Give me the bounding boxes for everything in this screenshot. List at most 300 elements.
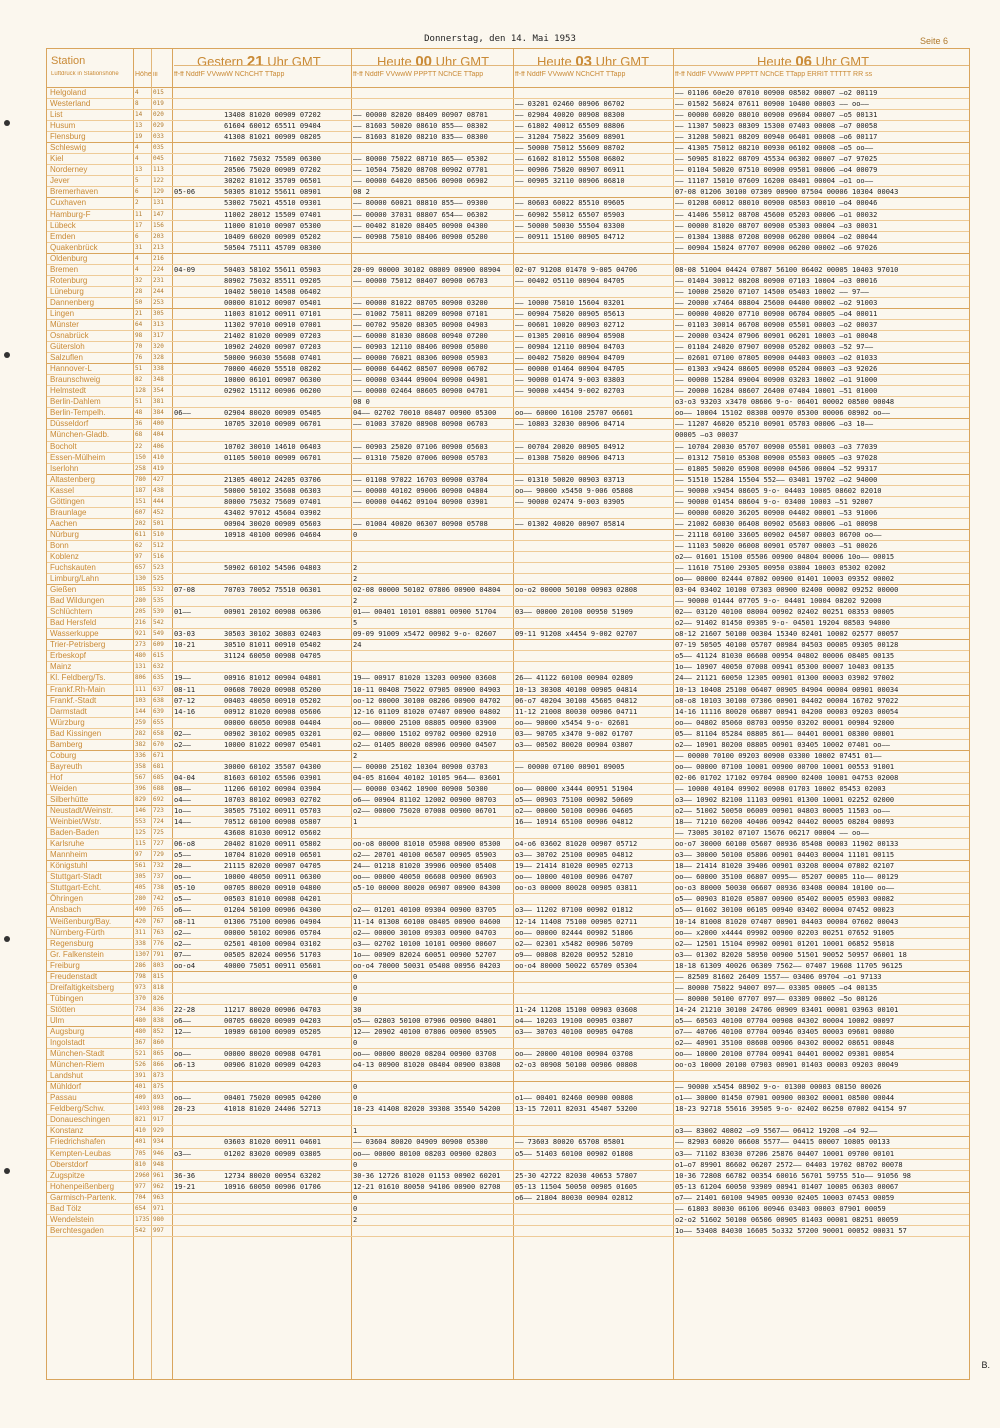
heute-03-groups: 16—— 10914 65100 00906 04812	[515, 818, 634, 827]
heute-00-groups: —— 00000 40102 09006 00900 04804	[353, 486, 488, 495]
station-index: 438	[153, 486, 164, 494]
heute-06-groups: oo—— 04802 05060 08703 00950 03202 00001 00904 92000	[675, 718, 895, 727]
gestern-21-groups: 41308 81021 00909 08205	[224, 133, 321, 142]
heute-06-groups: 03-04 03402 10100 07303 00900 02400 00002 09252 00000	[675, 586, 899, 595]
station-height: 480	[135, 1027, 146, 1035]
heute-06-groups: —— 90000 01444 07705 9-o- 04401 10004 08202 92000	[675, 597, 882, 606]
heute-00-groups: —— 01004 40020 06307 00900 05708	[353, 519, 488, 528]
station-index: 045	[153, 155, 164, 163]
table-row	[47, 486, 969, 497]
gestern-21-groups: 02904 80020 00909 05405	[224, 409, 321, 418]
table-row	[47, 994, 969, 1005]
station-name: Berchtesgaden	[50, 1225, 104, 1235]
station-header: Station	[51, 55, 86, 67]
station-height: 654	[135, 1204, 146, 1212]
heute-06-groups: —— 10000 25020 07107 14500 05403 10002 —— 97——	[675, 287, 869, 296]
heute-03-groups: oo—— 00000 02444 00902 51806	[515, 928, 634, 937]
heute-06-groups: —— 21002 60030 06408 00902 05603 00006 —o1 00098	[675, 519, 878, 528]
gestern-21-groups: 10902 24020 00907 07203	[224, 343, 321, 352]
gestern-21-groups: 31124 60050 00908 04705	[224, 652, 321, 661]
table-row	[47, 353, 969, 364]
heute-00-groups: —— 00000 82020 08409 00907 08701	[353, 111, 488, 120]
table-row	[47, 850, 969, 861]
heute-06-groups: —— 01104 50020 07510 00900 09501 00006 —o4 00079	[675, 166, 878, 175]
table-row	[47, 1016, 969, 1027]
heute-06-groups: o2—— 91402 01450 09305 9-o- 04501 19204 08503 94000	[675, 619, 890, 628]
station-name: Helgoland	[50, 88, 87, 97]
heute-06-groups: —— 80000 50100 07707 097—— 03309 00002 —5o 00126	[675, 994, 878, 1003]
station-name: Norderney	[50, 165, 88, 175]
station-name: Nürburg	[50, 529, 79, 539]
heute-00-groups: 10-11 00408 75022 07905 00900 04903	[353, 685, 501, 694]
station-name: Garmisch-Partenk.	[50, 1192, 117, 1202]
gestern-wind-gust: 10-21	[174, 641, 196, 650]
heute-06-groups: o2—— 01601 15100 05506 00900 04804 00006 10o—— 00015	[675, 552, 895, 561]
station-height: 19	[135, 133, 143, 141]
station-height: 4	[135, 265, 139, 273]
station-height: 567	[135, 773, 146, 781]
heute-06-groups: —— 90000 x5454 08902 9-o- 01300 00003 08150 00026	[675, 1083, 882, 1092]
heute-00-groups: oo-o4 70000 50031 05408 00956 04203	[353, 961, 501, 970]
heute-00-groups: o4-13 00900 81020 08404 00900 03808	[353, 1061, 501, 1070]
table-row	[47, 397, 969, 408]
table-row	[47, 883, 969, 894]
heute-06-groups: —— 01103 30014 06708 00900 05501 00003 —o2 00037	[675, 320, 878, 329]
table-row	[47, 464, 969, 475]
station-height: 28	[135, 287, 143, 295]
heute-03-groups: —— 31204 75022 35609 08901	[515, 133, 625, 142]
heute-00-groups: o5—— 02803 50100 07906 00900 04801	[353, 1016, 497, 1025]
station-index: 692	[153, 796, 164, 803]
heute-06-groups: —— 00000 60020 36205 00900 04402 00001 —53 91006	[675, 508, 878, 517]
station-name: Silberhütte	[50, 795, 89, 804]
group2-columns: ff-ff NddfF VVwwW PPPTT NChCE TTapp	[353, 71, 484, 78]
gestern-21-groups: 10704 81020 00910 06501	[224, 851, 321, 860]
gestern-21-groups: 00916 81012 00904 04801	[224, 674, 321, 683]
heute-03-groups: —— 00000 07100 00901 09005	[515, 762, 625, 771]
heute-03-groups: o3—— 11202 07100 00902 01812	[515, 906, 634, 915]
heute-00-groups: —— 00000 76021 08306 00900 05903	[353, 354, 488, 363]
gestern-wind-gust: 36-36	[174, 1171, 196, 1180]
station-index: 244	[153, 287, 164, 295]
gestern-21-groups: 70703 70052 75510 06301	[224, 586, 321, 595]
gestern-21-groups: 00906 81020 00909 04203	[224, 1061, 321, 1070]
station-height: 128	[135, 387, 146, 395]
heute-00-groups: 12-21 01610 80050 94106 00900 02708	[353, 1182, 501, 1191]
heute-00-groups: 04—— 02702 70010 08407 00900 05300	[353, 409, 497, 418]
heute-03-groups: —— 90000 02474 9-003 03905	[515, 497, 625, 506]
heute-06-groups: —— 80000 75022 94007 097—— 03305 00005 —o4 00135	[675, 983, 878, 992]
gestern-21-groups: 10918 40100 00906 04604	[224, 530, 321, 539]
station-index: 410	[153, 453, 164, 461]
station-name: Zugspitze	[50, 1170, 85, 1180]
gestern-wind-gust: 08——	[174, 784, 191, 793]
station-index: 122	[153, 177, 164, 185]
heute-00-groups: —— 00000 75012 08407 00900 06703	[353, 276, 488, 285]
station-name: Frankf.-Stadt	[50, 695, 97, 705]
heute-00-groups: 5	[353, 619, 358, 628]
heute-06-groups: 05-13 61204 60050 93909 00941 01407 10005 06303 00067	[675, 1182, 899, 1191]
station-height: 146	[135, 807, 146, 815]
station-height: 4	[135, 144, 139, 152]
heute-03-groups: 03—— 00000 20100 00950 51909	[515, 608, 634, 617]
table-row	[47, 894, 969, 905]
heute-00-groups: oo—— 00000 80100 08203 00900 02803	[353, 1149, 497, 1158]
table-row	[47, 552, 969, 563]
station-name: Frankf.Rh-Main	[50, 684, 106, 694]
heute-00-groups: 02-08 00000 50102 07806 00900 04804	[353, 586, 501, 595]
heute-06-groups: —— 82509 81602 26409 1557—— 03406 09704 —o1 97133	[675, 972, 882, 981]
table-row	[47, 375, 969, 386]
heute-03-groups: —— 60902 55012 65507 05903	[515, 210, 625, 219]
table-row	[47, 640, 969, 651]
station-name: Coburg	[50, 750, 77, 760]
station-height: 115	[135, 840, 146, 848]
station-height: 6	[135, 232, 139, 240]
station-name: Rotenburg	[50, 275, 88, 285]
station-index: 523	[153, 564, 164, 572]
gestern-wind-gust: oo——	[174, 1094, 191, 1103]
table-row	[47, 718, 969, 729]
heute-03-groups: —— 10000 75010 15604 03201	[515, 298, 625, 307]
station-height: 409	[135, 1094, 146, 1102]
gestern-21-groups: 70512 60100 00908 05807	[224, 818, 321, 827]
heute-03-groups: o9—— 00808 82020 00952 52810	[515, 950, 634, 959]
table-row	[47, 1171, 969, 1182]
station-height: 705	[135, 1149, 146, 1157]
station-index: 838	[153, 1016, 164, 1024]
heute-03-groups: —— 10803 32030 00906 04714	[515, 420, 625, 429]
heute-06-groups: o8-o8 10103 30100 07306 00901 04402 00004 16702 97022	[675, 696, 899, 705]
station-name: Hamburg-F	[50, 209, 91, 219]
station-height: 401	[135, 1083, 146, 1091]
station-height: 490	[135, 906, 146, 914]
gestern-21-groups: 11206 60102 00904 03904	[224, 784, 321, 793]
heute-00-groups: —— 80000 60021 08810 855—— 09300	[353, 199, 488, 208]
station-index: 865	[153, 1050, 164, 1058]
station-name: Lingen	[50, 308, 75, 318]
station-height: 921	[135, 630, 146, 638]
station-height: 973	[135, 983, 146, 991]
heute-06-groups: —— 11307 50023 08309 15300 07403 00008 —o7 00058	[675, 122, 878, 131]
station-index: 384	[153, 409, 164, 417]
heute-03-groups: o2—— 02301 x5482 00906 50709	[515, 939, 634, 948]
punch-hole	[4, 936, 10, 942]
table-row	[47, 795, 969, 806]
hoehe-header: Höhe	[135, 71, 152, 78]
station-name: Würzburg	[50, 717, 85, 727]
heute-06-groups: oo-o7 30000 60100 05607 00936 05408 00003 11902 00133	[675, 840, 899, 849]
station-name: Gütersloh	[50, 342, 85, 352]
station-index: 381	[153, 398, 164, 406]
heute-06-groups: —— 20000 16284 08607 26400 07404 10001 —51 01000	[675, 387, 878, 396]
heute-00-groups: 08 2	[353, 188, 370, 197]
station-index: 738	[153, 884, 164, 892]
gestern-21-groups: 10402 50010 14508 06402	[224, 287, 321, 296]
station-name: Bad Hersfeld	[50, 618, 97, 628]
table-row	[47, 265, 969, 276]
station-height: 202	[135, 519, 146, 527]
station-index: 803	[153, 961, 164, 969]
station-name: Bremerhaven	[50, 187, 99, 197]
station-name: Mühldorf	[50, 1082, 82, 1092]
station-name: Bremen	[50, 264, 79, 274]
station-name: Stuttgart-Echt.	[50, 883, 102, 893]
heute-00-groups: 30-36 12726 81020 01153 00902 60201	[353, 1171, 501, 1180]
date-heading: Donnerstag, den 14. Mai 1953	[424, 34, 576, 44]
heute-06-groups: oo—— 60000 35100 06807 0095—— 05207 00005 11o—— 00129	[675, 873, 899, 882]
station-name: Konstanz	[50, 1126, 84, 1136]
heute-03-groups: 12-14 11408 75100 00905 02711	[515, 917, 638, 926]
gestern-21-groups: 00901 20102 00908 06306	[224, 608, 321, 617]
gestern-21-groups: 11003 81012 00911 07101	[224, 309, 321, 318]
station-index: 818	[153, 983, 164, 991]
heute-03-groups: —— 02904 40020 00908 08300	[515, 111, 625, 120]
gestern-wind-gust: 08-11	[174, 685, 196, 694]
station-name: Stötten	[50, 1004, 76, 1014]
heute-06-groups: —— 00000 15284 09004 00900 03203 10002 —o1 91000	[675, 376, 878, 385]
station-name: Iserlohn	[50, 463, 79, 473]
station-index: 826	[153, 994, 164, 1002]
station-height: 4	[135, 155, 139, 163]
heute-06-groups: —— 01304 13088 07208 00900 06200 00004 —o2 00044	[675, 232, 878, 241]
heute-00-groups: —— 00000 03462 10900 00900 50300	[353, 784, 488, 793]
gestern-21-groups: 10989 60100 00909 05205	[224, 1027, 321, 1036]
gestern-21-groups: 40000 75051 00911 05601	[224, 961, 321, 970]
station-index: 354	[153, 387, 164, 395]
table-row	[47, 276, 969, 287]
station-name: Berlin-Tempelh.	[50, 408, 106, 418]
heute-06-groups: —— 01312 75010 05308 00900 05503 00005 —o3 97028	[675, 453, 878, 462]
table-row	[47, 497, 969, 508]
gestern-21-groups: 00505 82024 00956 51703	[224, 950, 321, 959]
station-height: 734	[135, 1005, 146, 1013]
station-height: 125	[135, 829, 146, 837]
gestern-21-groups: 00912 81020 00908 05606	[224, 707, 321, 716]
heute-00-groups: 12—— 20902 40100 07806 00900 05905	[353, 1027, 497, 1036]
gestern-21-groups: 00000 81012 00907 05401	[224, 298, 321, 307]
station-name: Bonn	[50, 540, 69, 550]
station-index: 501	[153, 519, 164, 527]
heute-06-groups: 1o—— 10907 40050 07008 00941 05300 00007 10403 00135	[675, 663, 895, 672]
station-index: 338	[153, 365, 164, 373]
station-height: 553	[135, 818, 146, 826]
heute-00-groups: —— 01002 75011 08209 00900 07101	[353, 309, 488, 318]
heute-06-groups: —— 21118 60100 33605 00902 04507 00003 06700 oo——	[675, 530, 882, 539]
gestern-21-groups: 43608 81030 00912 05602	[224, 829, 321, 838]
gestern-21-groups: 10703 80102 00903 02702	[224, 796, 321, 804]
station-height: 111	[135, 685, 146, 693]
heute-03-groups: oo—— 10000 40100 00906 04707	[515, 873, 634, 882]
table-row	[47, 309, 969, 320]
gestern-21-groups: 00000 50102 00906 05704	[224, 928, 321, 937]
heute-06-groups: o2—— 40901 35100 08608 00906 04302 00002 08651 00048	[675, 1039, 895, 1048]
heute-00-groups: 0	[353, 1094, 358, 1103]
heute-06-groups: o1—— 30000 01450 07901 00900 00302 00001 08500 00044	[675, 1094, 895, 1103]
gestern-21-groups: 00403 40050 00910 05202	[224, 696, 321, 705]
heute-06-groups: o5—— 60503 40100 07704 00908 04302 00004 10002 00097	[675, 1016, 895, 1025]
heute-06-groups: o2—— 10901 80200 08805 00901 03405 10002 07401 oo——	[675, 740, 890, 749]
table-row	[47, 298, 969, 309]
station-index: 875	[153, 1083, 164, 1091]
station-index: 893	[153, 1094, 164, 1102]
heute-00-groups: oo—— 00000 40050 06608 00900 06903	[353, 873, 497, 882]
gestern-21-groups: 21402 81020 00909 07203	[224, 332, 321, 341]
heute-00-groups: 0	[353, 1160, 358, 1169]
heute-06-groups: —— 61803 80030 06106 00946 03403 00003 07901 00059	[675, 1204, 886, 1213]
station-index: 224	[153, 265, 164, 273]
station-index: 688	[153, 784, 164, 792]
heute-00-groups: 20-09 00000 30102 08009 00900 08904	[353, 265, 501, 274]
station-height: 187	[135, 486, 146, 494]
heute-06-groups: 18-23 92718 55616 39505 9-o- 02402 06250 07002 04154 97	[675, 1105, 907, 1114]
station-name: Mannheim	[50, 850, 88, 860]
station-name: Bad Wildungen	[50, 596, 105, 606]
station-index: 776	[153, 939, 164, 947]
station-name: Friedrichshafen	[50, 1137, 106, 1147]
station-height: 338	[135, 939, 146, 947]
station-height: 205	[135, 608, 146, 616]
station-index: 742	[153, 895, 164, 903]
heute-06-groups: —— 31208 50021 08209 00940 06401 00008 —o6 00117	[675, 133, 878, 142]
station-name: Schleswig	[50, 143, 87, 153]
station-height: 50	[135, 298, 143, 306]
table-row	[47, 828, 969, 839]
table-row	[47, 232, 969, 243]
station-name: Donaueschingen	[50, 1115, 111, 1125]
table-row	[47, 618, 969, 629]
station-height: 336	[135, 751, 146, 759]
station-height: 273	[135, 641, 146, 649]
heute-06-groups: —— 00000 70100 09203 00900 03300 10002 07451 01——	[675, 751, 882, 760]
table-row	[47, 187, 969, 198]
station-height: 32	[135, 276, 143, 284]
gestern-21-groups: 00000 60050 00908 04404	[224, 718, 321, 727]
station-index: 961	[153, 1171, 164, 1179]
heute-00-groups: oo-o8 00000 81010 05908 00900 05300	[353, 840, 501, 849]
station-index: 658	[153, 729, 164, 737]
table-row	[47, 972, 969, 983]
station-height: 82	[135, 376, 143, 384]
heute-06-groups: 00005 —o3 00037	[675, 431, 739, 440]
gestern-wind-gust: oo——	[174, 873, 191, 882]
punch-hole	[4, 120, 10, 126]
gestern-wind-gust: o4——	[174, 796, 191, 804]
station-height: 144	[135, 707, 146, 715]
heute-06-groups: o3-o3 93203 x3470 08606 9-o- 06401 00002 08500 00048	[675, 398, 895, 407]
table-row	[47, 1038, 969, 1049]
station-name: Aachen	[50, 518, 78, 528]
table-row	[47, 673, 969, 684]
heute-06-groups: —— 01106 60e20 07010 00900 08502 00007 —o2 00119	[675, 89, 878, 97]
station-name: Feldberg/Schw.	[50, 1104, 106, 1114]
gestern-wind-gust: 14-16	[174, 707, 196, 716]
heute-00-groups: 19—— 00917 81020 13203 00900 03608	[353, 674, 497, 683]
station-name: Wendelstein	[50, 1214, 94, 1224]
station-name: Karlsruhe	[50, 839, 85, 849]
table-row	[47, 939, 969, 950]
gestern-21-groups: 01202 83020 00909 03805	[224, 1149, 321, 1158]
gestern-21-groups: 01204 50100 00906 04300	[224, 906, 321, 915]
gestern-21-groups: 10705 32010 00909 06701	[224, 420, 321, 429]
station-name: Oberstdorf	[50, 1159, 88, 1169]
gestern-wind-gust: 20——	[174, 862, 191, 871]
station-index: 767	[153, 917, 164, 925]
heute-00-groups: 2	[353, 597, 358, 606]
table-row	[47, 1104, 969, 1115]
station-index: 516	[153, 552, 164, 560]
station-index: 670	[153, 740, 164, 748]
station-index: 971	[153, 1204, 164, 1212]
station-height: 480	[135, 652, 146, 660]
station-height: 151	[135, 497, 146, 505]
heute-00-groups: 01—— 00401 10101 08801 00900 51704	[353, 608, 497, 617]
heute-00-groups: 09-09 91009 x5472 00902 9-o- 02607	[353, 630, 497, 639]
gestern-21-groups: 50000 50102 35608 06303	[224, 486, 321, 495]
gestern-21-groups: 41018 81020 24406 52713	[224, 1105, 321, 1114]
heute-03-groups: o1—— 00401 02460 00900 00808	[515, 1094, 634, 1103]
station-name: Münster	[50, 319, 79, 329]
heute-03-groups: o4-o6 03602 81020 00907 05712	[515, 840, 638, 849]
table-row	[47, 773, 969, 784]
gestern-21-groups: 03603 81020 00911 04601	[224, 1138, 321, 1147]
station-index: 213	[153, 243, 164, 251]
heute-06-groups: —— 00000 60020 08010 00900 09604 00007 —o5 00131	[675, 111, 878, 120]
table-row	[47, 839, 969, 850]
station-height: 367	[135, 1039, 146, 1047]
station-index: 033	[153, 133, 164, 141]
station-index: 725	[153, 829, 164, 837]
station-index: 866	[153, 1061, 164, 1069]
gestern-wind-gust: 12——	[174, 1027, 191, 1036]
heute-03-groups: 09-11 91208 x4454 9-002 02707	[515, 630, 638, 639]
station-height: 216	[135, 619, 146, 627]
heute-03-groups: oo—— 90000 x5450 9-006 05808	[515, 486, 634, 495]
table-row	[47, 320, 969, 331]
gestern-wind-gust: o2——	[174, 939, 191, 948]
station-height: 14	[135, 111, 143, 119]
station-height: 17	[135, 221, 143, 229]
table-row	[47, 132, 969, 143]
heute-06-groups: —— 02601 07100 07805 00900 04403 00003 —o2 01033	[675, 354, 878, 363]
station-height: 780	[135, 475, 146, 483]
gestern-21-groups: 11217 80020 00906 04703	[224, 1005, 321, 1014]
iii-header: iii	[153, 71, 158, 78]
heute-00-groups: o2—— 00000 30100 09303 00900 04703	[353, 928, 497, 937]
heute-00-groups: 30	[353, 1005, 362, 1014]
station-name: Braunschweig	[50, 375, 101, 385]
station-height: 21	[135, 309, 143, 317]
gestern-wind-gust: o5——	[174, 895, 191, 904]
heute-03-groups: —— 01308 75020 00906 04713	[515, 453, 625, 462]
heute-03-groups: oo—— 20000 40100 00904 03708	[515, 1050, 634, 1059]
table-row	[47, 475, 969, 486]
station-height: 607	[135, 508, 146, 516]
gestern-21-groups: 02501 40100 00904 03102	[224, 939, 321, 948]
heute-06-groups: o5—— 41124 81030 06608 00954 04802 00006 08405 00135	[675, 652, 895, 661]
gestern-21-groups: 10000 06101 00907 06300	[224, 376, 321, 385]
gestern-wind-gust: 07-12	[174, 696, 196, 705]
heute-06-groups: oo—— 10004 15102 08308 00970 05300 00006 08902 oo——	[675, 409, 890, 418]
gestern-21-groups: 30202 81012 35709 06501	[224, 177, 321, 186]
station-height: 97	[135, 851, 143, 859]
station-name: Lübeck	[50, 220, 76, 230]
station-index: 948	[153, 1160, 164, 1168]
station-height: 64	[135, 320, 143, 328]
station-name: Kl. Feldberg/Ts.	[50, 673, 106, 683]
footer-mark: B.	[981, 1360, 990, 1370]
heute-00-groups: —— 00000 03444 09004 00900 04901	[353, 376, 488, 385]
